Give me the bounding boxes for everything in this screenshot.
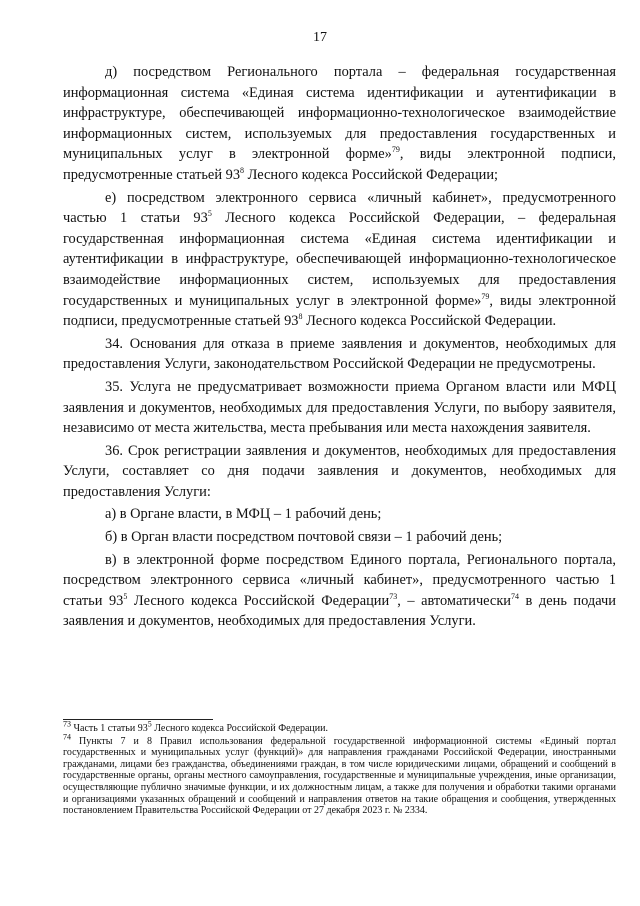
paragraph-35: 35. Услуга не предусматривает возможности приема Органом власти или МФЦ заявления и документов, необходимых для предоставления Услуги, по выбору заявителя, независимо от места жительства, места пребывания или места нахождения заявителя. [63, 378, 616, 437]
footnote-text: Пункты 7 и 8 Правил использования федеральной государственной информационной системы «Единый портал государственных и муниципальных услуг (функций)» для направления гражданами Российской Федерации, иностранными гражданами, лицами без гражданства, объединениями граждан, в том числе юридическими лицами, обращений и сообщений в государственные органы, органы местного самоуправления, государственные и муниципальные учреждения, иные организации, осуществляющие публично значимые функции, и их должностным лицам, а также для получения и обработки такими органами и организациями указанных обращений и сообщений и направления ответов на такие обращения и сообщения, утвержденных постановлением Правительства Российской Федерации от 27 декабря 2023 г. № 2334. [63, 735, 616, 817]
footnote-ref: 79 [391, 145, 400, 155]
article-superscript: 5 [123, 592, 128, 602]
paragraph-text: , – автоматически [397, 592, 512, 609]
paragraph-text: в день подачи заявления и документов, необходимых для предоставления Услуги. [63, 592, 616, 630]
paragraph-text: д) посредством Регионального портала – федеральная государственная информационная система «Единая система идентификации и аутентификации в инфраструктуре, обеспечивающей информационно-технологическое взаимодействие информационных систем, используемых для предоставления государственных и муниципальных услуг в электронной форме» [63, 64, 616, 163]
footnote-number: 74 [63, 732, 71, 742]
paragraph-text: , виды электронной подписи, предусмотренные статьей 93 [63, 292, 616, 330]
article-superscript: 8 [240, 166, 245, 176]
document-body [63, 62, 616, 632]
footnote-74 [63, 732, 616, 817]
paragraph-text: Лесного кодекса Российской Федерации, – федеральная государственная информационная система «Единая система идентификации и аутентификации в инфраструктуре, обеспечивающей информационно-технологическое взаимодействие информационных систем, используемых для предоставления государственных и муниципальных услуг в электронной форме» [63, 210, 616, 309]
footnote-text: Часть 1 статьи 93 [71, 723, 148, 734]
paragraph-text: е) посредством электронного сервиса «личный кабинет», предусмотренного частью 1 статьи 93 [63, 189, 616, 227]
footnote-separator [63, 719, 213, 720]
paragraph-text: в) в электронной форме посредством Единого портала, Регионального портала, посредством электронного сервиса «личный кабинет», предусмотренного частью 1 статьи 93 [63, 551, 616, 609]
footnotes [63, 719, 616, 818]
article-superscript: 5 [207, 209, 212, 219]
paragraph-text: Лесного кодекса Российской Федерации; [244, 166, 499, 183]
article-superscript: 5 [147, 719, 152, 729]
article-superscript: 8 [298, 312, 303, 322]
paragraph-36-v [63, 550, 616, 632]
page-number: 17 [313, 30, 327, 45]
footnote-text: Лесного кодекса Российской Федерации. [151, 723, 328, 734]
paragraph-36: 36. Срок регистрации заявления и документов, необходимых для предоставления Услуги, составляет со дня подачи заявления и документов, необходимых для предоставления Услуги: [63, 442, 616, 500]
footnote-ref: 79 [481, 291, 490, 301]
footnote-ref: 73 [389, 592, 398, 602]
paragraph-34: 34. Основания для отказа в приеме заявления и документов, необходимых для предоставления Услуги, законодательством Российской Федерации не предусмотрены. [63, 335, 616, 373]
footnote-number: 73 [63, 719, 71, 729]
paragraph-e [63, 188, 616, 332]
paragraph-text: Лесного кодекса Российской Федерации [127, 592, 390, 609]
paragraph-text: Лесного кодекса Российской Федерации. [302, 313, 557, 330]
paragraph-d [63, 62, 616, 186]
paragraph-text: , виды электронной подписи, предусмотренные статьей 93 [63, 146, 616, 183]
paragraph-36-a: а) в Органе власти, в МФЦ – 1 рабочий день; [105, 506, 382, 523]
footnote-73 [63, 719, 616, 735]
footnote-ref: 74 [511, 592, 520, 602]
paragraph-36-b: б) в Орган власти посредством почтовой связи – 1 рабочий день; [105, 529, 503, 546]
